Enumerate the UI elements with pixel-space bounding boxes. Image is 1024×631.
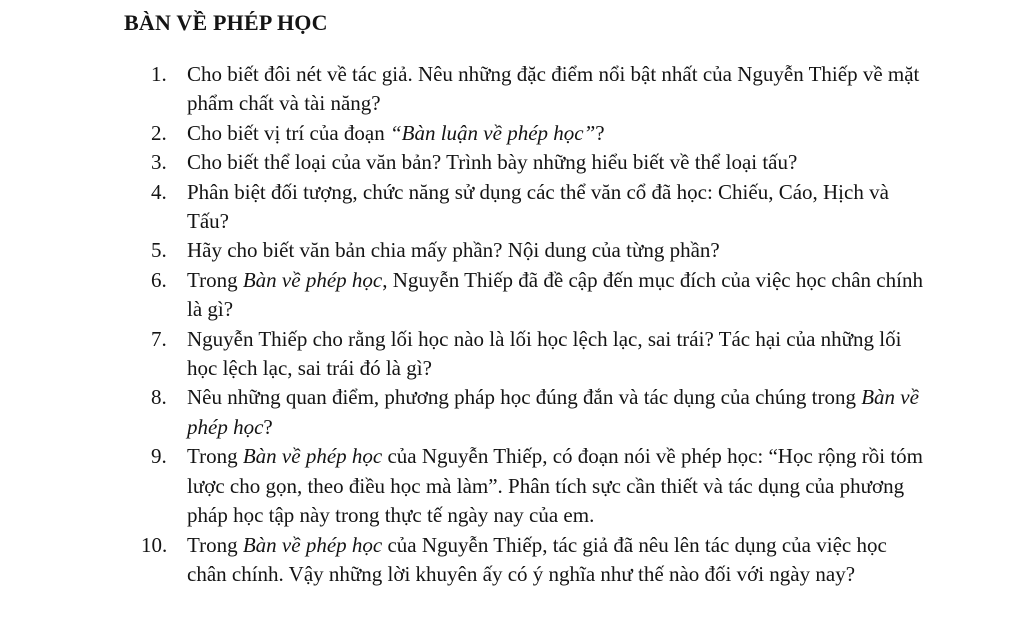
italic-reference: Bàn về phép học — [242, 444, 383, 469]
question-item — [0, 442, 927, 530]
question-text — [187, 62, 919, 115]
italic-reference: Bàn về phép học — [187, 385, 919, 439]
text-segment: Trong — [187, 532, 243, 557]
text-segment: Nguyễn Thiếp cho rằng lối học nào là lối học lệch lạc, sai trái? Tác hại của những lối học lệch lạc, sai trái đó là gì? — [187, 326, 902, 381]
question-number: 4. — [151, 179, 167, 204]
text-segment: của Nguyễn Thiếp, tác giả đã nêu lên tác dụng của việc học chân chính. Vậy những lời khuyên ấy có ý nghĩa như thế nào đối với ngày nay? — [187, 532, 887, 586]
text-segment: Trong — [187, 444, 243, 469]
question-item — [0, 148, 927, 177]
text-segment: Cho biết thể loại của văn bản? Trình bày những hiểu biết về thể loại tấu? — [187, 150, 798, 175]
question-item — [0, 119, 927, 148]
question-number: 10. — [141, 532, 168, 557]
question-item — [0, 60, 927, 119]
text-segment: , Nguyễn Thiếp đã đề cập đến mục đích của việc học chân chính là gì? — [187, 267, 923, 322]
question-text — [187, 444, 923, 527]
question-number: 7. — [151, 326, 167, 351]
question-number: 5. — [151, 238, 167, 263]
question-item — [0, 531, 927, 590]
question-text — [187, 385, 919, 438]
text-segment: Nêu những quan điểm, phương pháp học đúng đắn và tác dụng của chúng trong — [187, 385, 862, 410]
question-text — [187, 150, 797, 174]
question-item — [0, 266, 927, 325]
question-text — [187, 238, 720, 262]
question-number: 6. — [151, 267, 167, 292]
italic-reference: Bàn về phép học — [242, 532, 383, 557]
question-item — [0, 383, 927, 442]
text-segment: Phân biệt đối tượng, chức năng sử dụng các thể văn cổ đã học: Chiếu, Cáo, Hịch và Tấu? — [187, 179, 889, 234]
text-segment: của Nguyễn Thiếp, có đoạn nói về phép học: “Học rộng rồi tóm lược cho gọn, theo điều học mà làm”. Phân tích sực cần thiết và tác dụng của phương pháp học tập này trong thực tế ngày nay của em. — [187, 444, 924, 528]
italic-reference: “Bàn luận về phép học” — [389, 120, 596, 145]
question-number: 3. — [151, 150, 167, 175]
text-segment: Hãy cho biết văn bản chia mấy phần? Nội dung của từng phần? — [187, 238, 720, 263]
question-text — [187, 327, 901, 380]
question-item — [0, 236, 927, 265]
text-segment: Trong — [187, 267, 243, 292]
question-text — [187, 268, 923, 321]
question-number: 8. — [151, 385, 167, 410]
document-title: BÀN VỀ PHÉP HỌC — [124, 10, 328, 35]
text-segment: ? — [595, 120, 605, 145]
question-number: 2. — [151, 120, 167, 145]
question-list — [0, 60, 1024, 589]
question-item — [0, 178, 927, 237]
text-segment: ? — [263, 414, 273, 439]
question-number: 1. — [151, 62, 167, 86]
italic-reference: Bàn về phép học — [242, 267, 383, 292]
text-segment: Cho biết vị trí của đoạn — [187, 120, 390, 145]
question-text — [187, 533, 887, 586]
question-text — [187, 180, 889, 233]
question-number: 9. — [151, 444, 167, 469]
question-text — [187, 121, 605, 145]
text-segment: Cho biết đôi nét về tác giả. Nêu những đặc điểm nổi bật nhất của Nguyễn Thiếp về mặt phẩm chất và tài năng? — [187, 62, 920, 116]
question-item — [0, 325, 927, 384]
